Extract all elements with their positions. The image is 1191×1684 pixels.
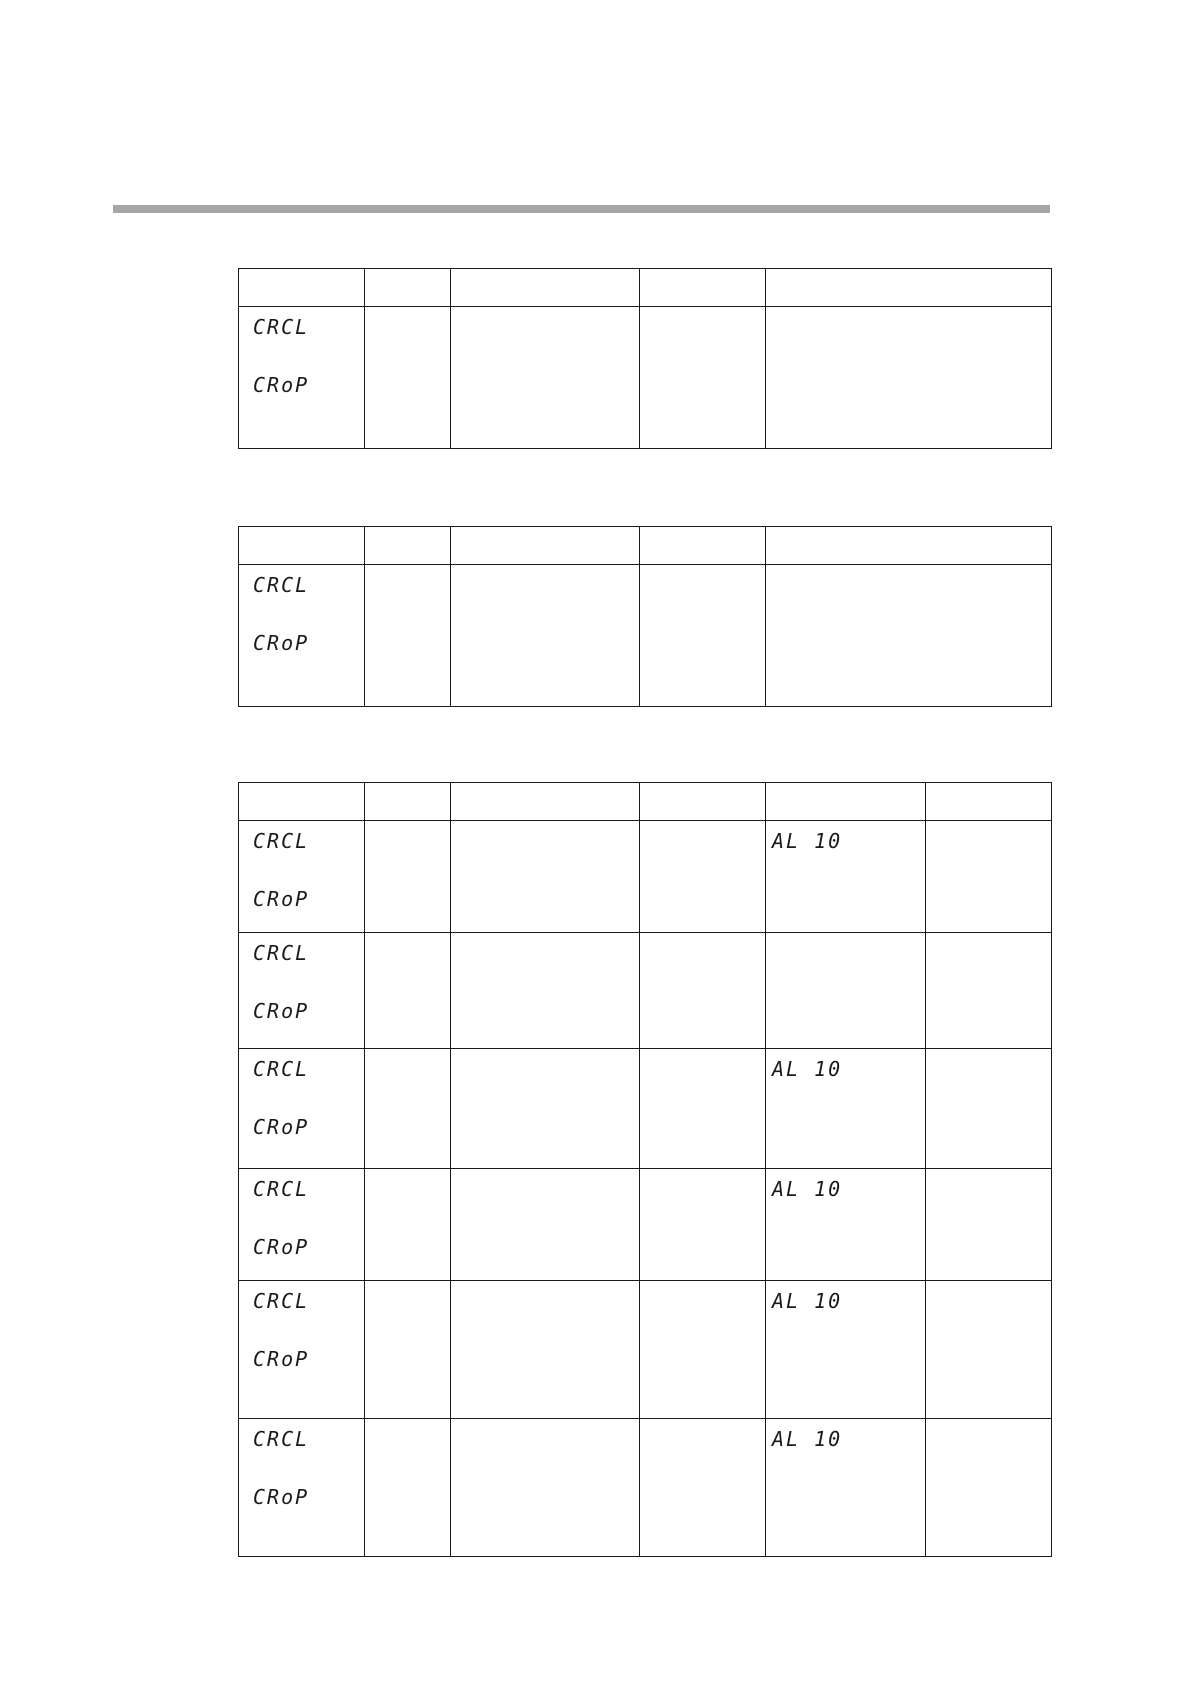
close-code: CRCL: [253, 315, 310, 339]
open-code: CRoP: [253, 1347, 310, 1371]
open-code: CRoP: [253, 1235, 310, 1259]
close-code: CRCL: [253, 573, 310, 597]
parameter-table-2: [238, 526, 1052, 707]
open-code: CRoP: [253, 887, 310, 911]
close-code: CRCL: [253, 941, 310, 965]
table-row: [239, 933, 1052, 1049]
alarm-cell: [766, 1281, 926, 1419]
alarm-code: AL 10: [772, 1427, 843, 1451]
close-code: CRCL: [253, 829, 310, 853]
table-row: [239, 1169, 1052, 1281]
open-code: CRoP: [253, 373, 310, 397]
table-row: [239, 821, 1052, 933]
alarm-cell: [766, 821, 926, 933]
alarm-cell: [766, 1049, 926, 1169]
table-row: [239, 565, 1052, 707]
alarm-cell: [766, 1169, 926, 1281]
table-header-row: [239, 783, 1052, 821]
table-row: [239, 1419, 1052, 1557]
table-row: [239, 307, 1052, 449]
close-code: CRCL: [253, 1177, 310, 1201]
code-cell: [239, 1169, 365, 1281]
close-code: CRCL: [253, 1427, 310, 1451]
alarm-cell: [766, 1419, 926, 1557]
parameter-table-3: [238, 782, 1052, 1557]
code-cell: [239, 821, 365, 933]
table-header-row: [239, 269, 1052, 307]
close-code: CRCL: [253, 1057, 310, 1081]
open-code: CRoP: [253, 1115, 310, 1139]
code-cell: [239, 933, 365, 1049]
table-row: [239, 1281, 1052, 1419]
open-code: CRoP: [253, 1485, 310, 1509]
open-code: CRoP: [253, 631, 310, 655]
section-header-rule: [113, 205, 1050, 213]
code-cell: [239, 565, 365, 707]
alarm-code: AL 10: [772, 1177, 843, 1201]
code-cell: [239, 1049, 365, 1169]
parameter-table-1: [238, 268, 1052, 449]
code-cell: [239, 1419, 365, 1557]
table-header-row: [239, 527, 1052, 565]
close-code: CRCL: [253, 1289, 310, 1313]
alarm-code: AL 10: [772, 829, 843, 853]
code-cell: [239, 307, 365, 449]
code-cell: [239, 1281, 365, 1419]
alarm-code: AL 10: [772, 1057, 843, 1081]
open-code: CRoP: [253, 999, 310, 1023]
table-row: [239, 1049, 1052, 1169]
alarm-code: AL 10: [772, 1289, 843, 1313]
